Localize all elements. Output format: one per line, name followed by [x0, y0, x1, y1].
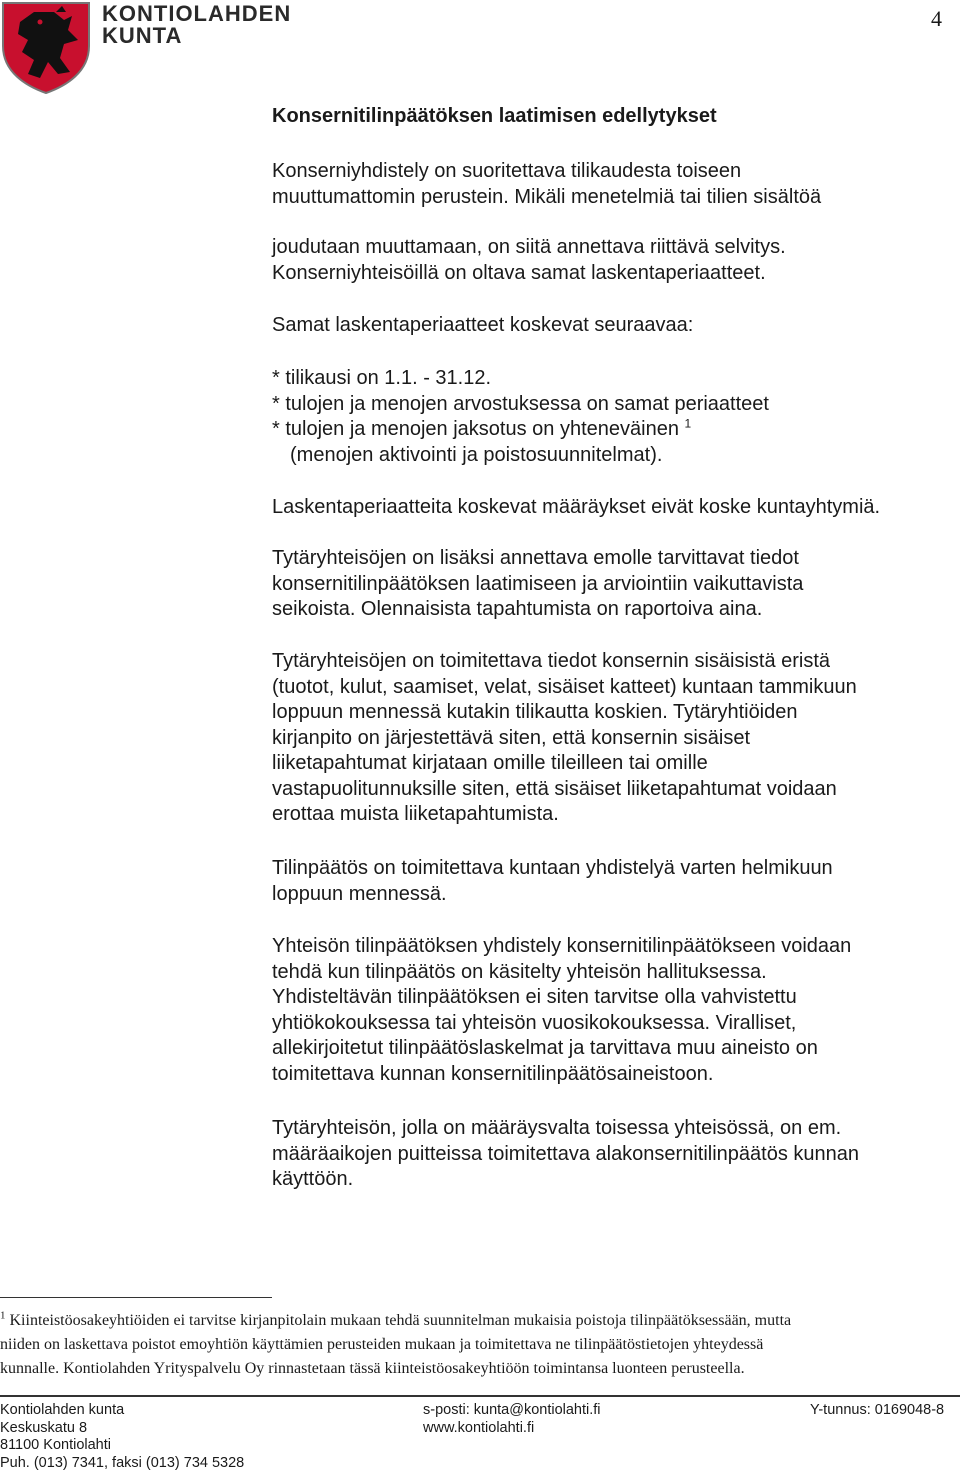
footer-postal: 81100 Kontiolahti: [0, 1437, 111, 1453]
logo-title-line1: KONTIOLAHDEN: [102, 1, 292, 26]
footnote-marker: 1: [0, 1309, 6, 1322]
list-item-text: * tulojen ja menojen jaksotus on yhteneväinen: [272, 418, 679, 440]
text-line: Yhdisteltävän tilinpäätöksen ei siten tarvitse olla vahvistettu: [272, 986, 797, 1008]
footnote-line: niiden on laskettava poistot emoyhtiön käyttämien perusteiden mukaan ja toimitettava ne tilinpäätöstietojen yhteydessä: [0, 1336, 764, 1353]
text-line: Tilinpäätös on toimitettava kuntaan yhdistelyä varten helmikuun: [272, 857, 833, 879]
footnote-ref: 1: [684, 416, 692, 431]
text-line: Laskentaperiaatteita koskevat määräykset eivät koske kuntayhtymiä.: [272, 496, 881, 518]
footer-email[interactable]: s-posti: kunta@kontiolahti.fi: [423, 1402, 601, 1418]
footnote-text: Kiinteistöosakeyhtiöiden ei tarvitse kirjanpitolain mukaan tehdä suunnitelman mukaisia poistoja tilinpäätöksessään, mutta: [9, 1312, 792, 1329]
list-item-continuation: (menojen aktivointi ja poistosuunnitelmat).: [290, 443, 663, 466]
footnote-separator: [0, 1297, 272, 1298]
text-line: liiketapahtumat kirjataan omille tileilleen tai omille: [272, 752, 708, 774]
text-line: Tytäryhteisön, jolla on määräysvalta toisessa yhteisössä, on em.: [272, 1117, 842, 1139]
footer-phone: Puh. (013) 7341, faksi (013) 734 5328: [0, 1454, 245, 1471]
text-line: konsernitilinpäätöksen laatimiseen ja arviointiin vaikuttavista: [272, 572, 804, 595]
text-line: Samat laskentaperiaatteet koskevat seuraavaa:: [272, 314, 694, 336]
text-line: Konserniyhdistely on suoritettava tilikaudesta toiseen: [272, 160, 742, 182]
footer-street: Keskuskatu 8: [0, 1419, 88, 1436]
section-heading: Konsernitilinpäätöksen laatimisen edellytykset: [272, 105, 717, 127]
text-line: kirjanpito on järjestettävä siten, että konsernin sisäiset: [272, 726, 751, 749]
footer-org: Kontiolahden kunta: [0, 1402, 125, 1418]
footer-address: [0, 1402, 244, 1472]
municipality-logo: [0, 0, 300, 100]
text-line: loppuun mennessä.: [272, 882, 447, 905]
text-line: seikoista. Olennaisista tapahtumista on raportoiva aina.: [272, 598, 763, 620]
text-line: Yhteisön tilinpäätöksen yhdistely konsernitilinpäätökseen voidaan: [272, 935, 852, 957]
footer-contact: [423, 1402, 601, 1437]
text-line: joudutaan muuttamaan, on siitä annettava riittävä selvitys.: [272, 236, 786, 258]
logo-title-line2: KUNTA: [102, 23, 183, 48]
paragraph-deadline: [272, 856, 833, 907]
text-line: vastapuolitunnuksille siten, että sisäiset liiketapahtumat voidaan: [272, 777, 837, 800]
paragraph-internal-items: [272, 649, 857, 828]
text-line: muuttumattomin perustein. Mikäli menetelmiä tai tilien sisältöä: [272, 185, 822, 208]
text-line: toimitettava kunnan konsernitilinpäätösaineistoon.: [272, 1062, 714, 1085]
text-line: erottaa muista liiketapahtumista.: [272, 803, 559, 825]
coat-of-arms-bear-icon: [0, 0, 96, 96]
text-line: Konserniyhteisöillä on oltava samat laskentaperiaatteet.: [272, 261, 766, 284]
footer-website[interactable]: www.kontiolahti.fi: [423, 1419, 535, 1436]
text-line: yhtiökokouksessa tai yhteisön vuosikokouksessa. Viralliset,: [272, 1011, 797, 1034]
footer-business-id: Y-tunnus: 0169048-8: [810, 1402, 945, 1418]
paragraph-subsidiary-info: [272, 546, 803, 623]
paragraph-merging: [272, 934, 851, 1087]
footer-business-id-block: [810, 1402, 944, 1420]
paragraph-principles-intro: [272, 313, 693, 339]
footnote-line: [0, 1309, 950, 1333]
list-item: * tilikausi on 1.1. - 31.12.: [272, 367, 492, 389]
paragraph-subgroup: [272, 1116, 859, 1193]
text-line: allekirjoitetut tilinpäätöslaskelmat ja tarvittava muu aineisto on: [272, 1037, 818, 1059]
text-line: määräaikojen puitteissa toimitettava alakonsernitilinpäätös kunnan: [272, 1142, 860, 1165]
text-line: Tytäryhteisöjen on lisäksi annettava emolle tarvittavat tiedot: [272, 547, 799, 569]
text-line: Tytäryhteisöjen on toimitettava tiedot konsernin sisäisistä eristä: [272, 650, 831, 672]
text-line: (tuotot, kulut, saamiset, velat, sisäiset katteet) kuntaan tammikuun: [272, 675, 857, 698]
text-line: käyttöön.: [272, 1168, 354, 1190]
paragraph-consolidation-principles: [272, 159, 821, 210]
list-item: * tulojen ja menojen arvostuksessa on samat periaatteet: [272, 392, 769, 415]
principles-list: [272, 366, 769, 468]
paragraph-changes: [272, 235, 786, 286]
footer-separator: [0, 1395, 960, 1397]
page-number: 4: [931, 6, 942, 31]
text-line: loppuun mennessä kutakin tilikautta koskien. Tytäryhtiöiden: [272, 701, 798, 723]
text-line: tehdä kun tilinpäätös on käsitelty yhteisön hallituksessa.: [272, 960, 767, 983]
paragraph-joint-authorities: [272, 495, 880, 521]
footnote: [0, 1309, 950, 1381]
list-item: [272, 417, 769, 443]
footnote-line: kunnalle. Kontiolahden Yrityspalvelu Oy rinnastetaan tässä kiinteistöosakeyhtiöön toimintansa luonteen perusteella.: [0, 1360, 745, 1377]
